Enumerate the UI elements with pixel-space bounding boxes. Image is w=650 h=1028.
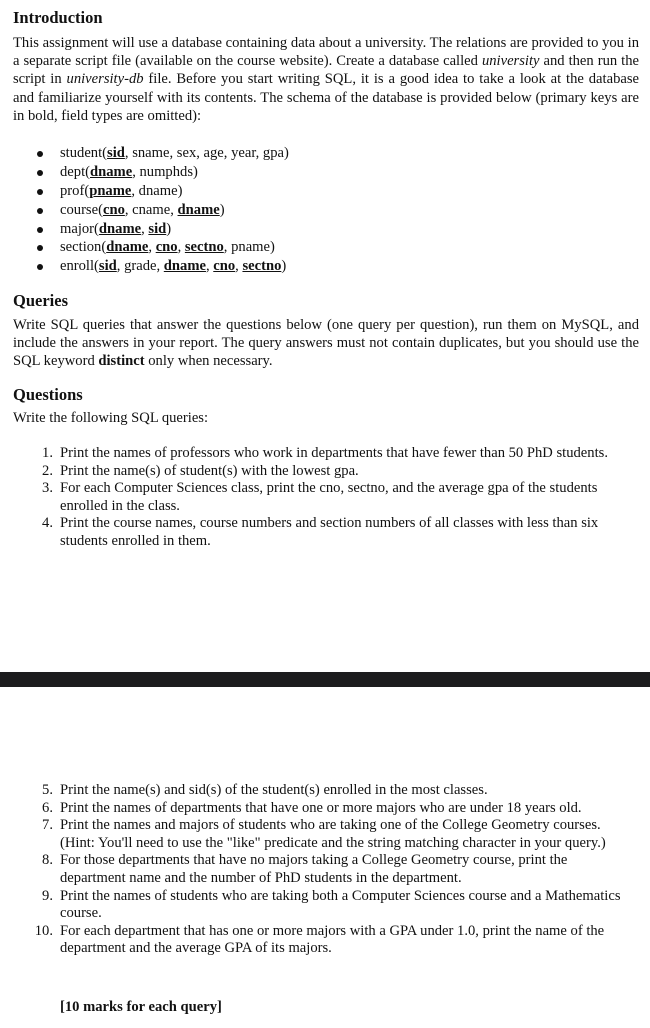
introduction-paragraph (13, 34, 639, 125)
bullet-icon (37, 245, 43, 251)
intro-text-3: file. Before you start writing SQL, it is a good idea to take a look at the database and familiarize yourself with its contents. The schema of the database is provided below (primary keys are in bold, field types are omitted): (13, 71, 639, 124)
queries-text-1: Write SQL queries that answer the questions below (one query per question), run them on MySQL, and include the answers in your report. The query answers must not contain duplicates, but you should use the SQL keyword (13, 317, 639, 370)
schema-item-enroll: enroll(sid, grade, dname, cno, sectno) (0, 257, 650, 276)
database-name: university (481, 53, 540, 70)
introduction-heading: Introduction (13, 8, 103, 27)
bullet-icon (37, 170, 43, 176)
marks-note: [10 marks for each query] (60, 999, 222, 1015)
distinct-keyword: distinct (98, 353, 145, 370)
bullet-icon (37, 264, 43, 270)
questions-heading: Questions (13, 385, 83, 404)
schema-list (0, 144, 650, 276)
questions-list-top (0, 445, 640, 551)
schema-item-major: major(dname, sid) (0, 220, 650, 239)
schema-item-course: course(cno, cname, dname) (0, 201, 650, 220)
script-file-name: university-db (66, 71, 144, 88)
question-item: 9. Print the names of students who are taking both a Computer Sciences course and a Mathematics course. (42, 887, 621, 922)
schema-item-dept: dept(dname, numphds) (0, 163, 650, 182)
schema-item-prof: prof(pname, dname) (0, 182, 650, 201)
question-item: 8. For those departments that have no majors taking a College Geometry course, print the department name and the number of PhD students in the department. (42, 852, 568, 886)
bullet-icon (37, 227, 43, 233)
question-item: 6. Print the names of departments that have one or more majors who are under 18 years old. (42, 799, 582, 816)
schema-item-student: student(sid, sname, sex, age, year, gpa) (0, 144, 650, 163)
question-item: 10. For each department that has one or more majors with a GPA under 1.0, print the name of the department and the average GPA of its majors. (34, 922, 605, 957)
bullet-icon (37, 189, 43, 195)
queries-text-2: only when necessary. (144, 353, 273, 370)
schema-item-section: section(dname, cno, sectno, pname) (0, 238, 650, 257)
page-break-divider (0, 672, 650, 687)
question-item: 7. Print the names and majors of students who are taking one of the College Geometry courses. (Hint: You'll need to use the "like" predicate and the string matching character in your query.) (42, 817, 606, 851)
queries-paragraph (13, 316, 639, 371)
question-item: 3. For each Computer Sciences class, print the cno, sectno, and the average gpa of the students enrolled in the class. (42, 480, 598, 514)
question-item: 4. Print the course names, course numbers and section numbers of all classes with less than six students enrolled in them. (42, 515, 599, 549)
question-item: 5. Print the name(s) and sid(s) of the student(s) enrolled in the most classes. (42, 782, 488, 798)
intro-text-1: This assignment will use a database containing data about a university. The relations are provided to you in a separate script file (available on the course website). Create a database called (13, 35, 639, 70)
bullet-icon (37, 151, 43, 157)
question-item: 1. Print the names of professors who work in departments that have fewer than 50 PhD students. (42, 445, 608, 461)
queries-heading: Queries (13, 291, 68, 310)
questions-intro: Write the following SQL queries: (13, 410, 209, 426)
intro-text-2: and then run the script in (13, 53, 639, 88)
question-item: 2. Print the name(s) of student(s) with the lowest gpa. (42, 462, 359, 479)
bullet-icon (37, 208, 43, 214)
questions-list-bottom (0, 782, 640, 958)
